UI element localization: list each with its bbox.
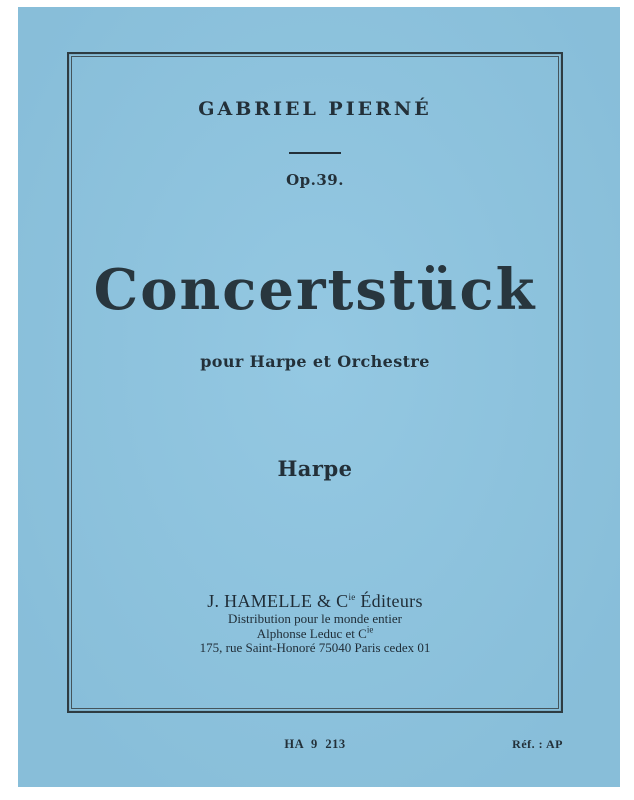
agent-line <box>69 624 561 642</box>
work-title: Concertstück <box>93 257 537 323</box>
publisher-name-superscript: ie <box>348 592 356 602</box>
address-line: 175, rue Saint-Honoré 75040 Paris cedex 01 <box>199 640 431 655</box>
opus-number: Op.39. <box>286 171 344 189</box>
publisher-block <box>69 591 561 656</box>
catalog-number: HA 9 213 <box>284 737 346 751</box>
cover-page <box>18 7 620 787</box>
footer-strip <box>67 737 563 755</box>
publisher-name <box>69 591 561 612</box>
reference-code: Réf. : AP <box>512 737 563 751</box>
distribution-line: Distribution pour le monde entier <box>227 611 403 626</box>
work-subtitle: pour Harpe et Orchestre <box>200 352 430 371</box>
agent-line-main: Alphonse Leduc et C <box>256 625 367 641</box>
composer-name: GABRIEL PIERNÉ <box>198 98 432 120</box>
divider-rule <box>289 152 341 154</box>
instrument-label: Harpe <box>277 456 353 481</box>
agent-line-superscript: ie <box>366 624 374 635</box>
frame-content <box>69 54 561 711</box>
publisher-name-rest: Éditeurs <box>355 591 423 611</box>
publisher-name-main: J. HAMELLE & C <box>207 591 349 611</box>
border-frame <box>67 52 563 713</box>
